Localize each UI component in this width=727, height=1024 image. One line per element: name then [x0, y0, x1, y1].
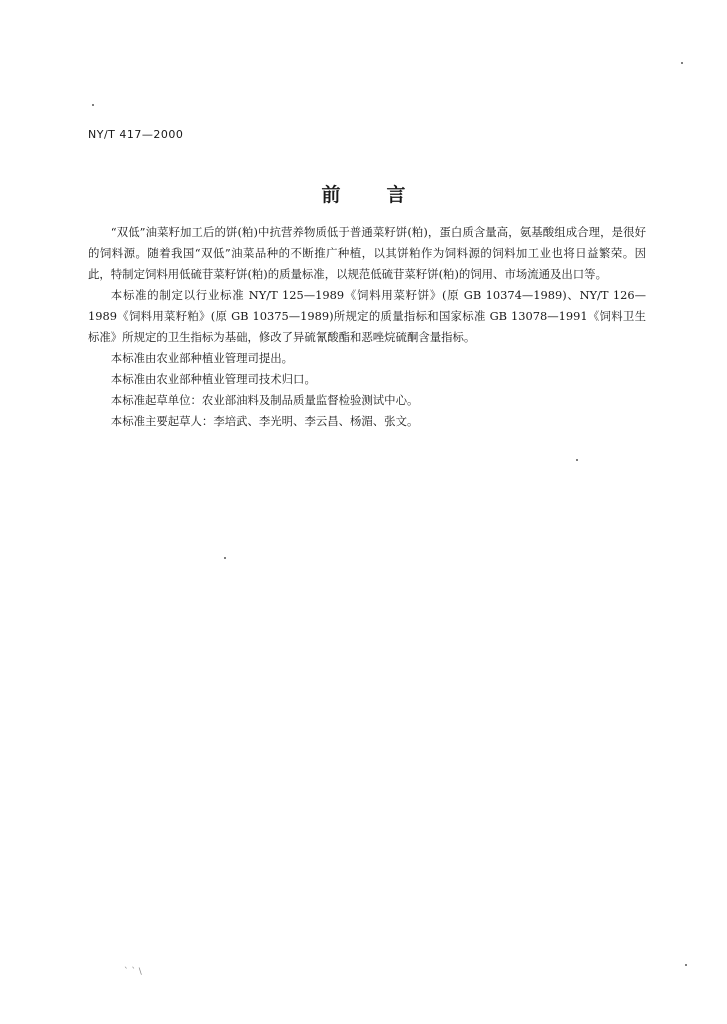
scan-speck	[681, 62, 683, 64]
foreword-body	[88, 222, 646, 432]
scan-speck	[576, 459, 578, 461]
foreword-title: 前言	[321, 184, 452, 206]
scan-speck	[685, 964, 687, 966]
foreword-paragraph-basis: 本标准的制定以行业标准 NY/T 125—1989《饲料用菜籽饼》(原 GB 10374—1989)、NY/T 126—1989《饲料用菜籽粕》(原 GB 10375—1989)所规定的质量指标和国家标准 GB 13078—1991《饲料卫生标准》所规定的卫生指标为基础，修改了异硫氰酸酯和恶唑烷硫酮含量指标。	[88, 288, 646, 344]
scan-artifact: ` ` \	[124, 967, 142, 977]
foreword-paragraph-intro: “双低”油菜籽加工后的饼(粕)中抗营养物质低于普通菜籽饼(粕)，蛋白质含量高，氨基酸组成合理，是很好的饲料源。随着我国“双低”油菜品种的不断推广种植，以其饼粕作为饲料源的饲料加工业也将日益繁荣。因此，特制定饲料用低硫苷菜籽饼(粕)的质量标准，以规范低硫苷菜籽饼(粕)的饲用、市场流通及出口等。	[88, 225, 646, 281]
scan-speck	[92, 104, 94, 106]
standard-code: NY/T 417—2000	[88, 128, 184, 141]
foreword-paragraph-proposer: 本标准由农业部种植业管理司提出。	[110, 351, 294, 365]
foreword-paragraph-drafting-unit: 本标准起草单位：农业部油料及制品质量监督检验测试中心。	[110, 393, 419, 407]
foreword-paragraph-jurisdiction: 本标准由农业部种植业管理司技术归口。	[110, 372, 316, 386]
scan-speck	[224, 557, 226, 559]
foreword-paragraph-drafters: 本标准主要起草人：李培武、李光明、李云昌、杨湄、张文。	[110, 414, 419, 428]
